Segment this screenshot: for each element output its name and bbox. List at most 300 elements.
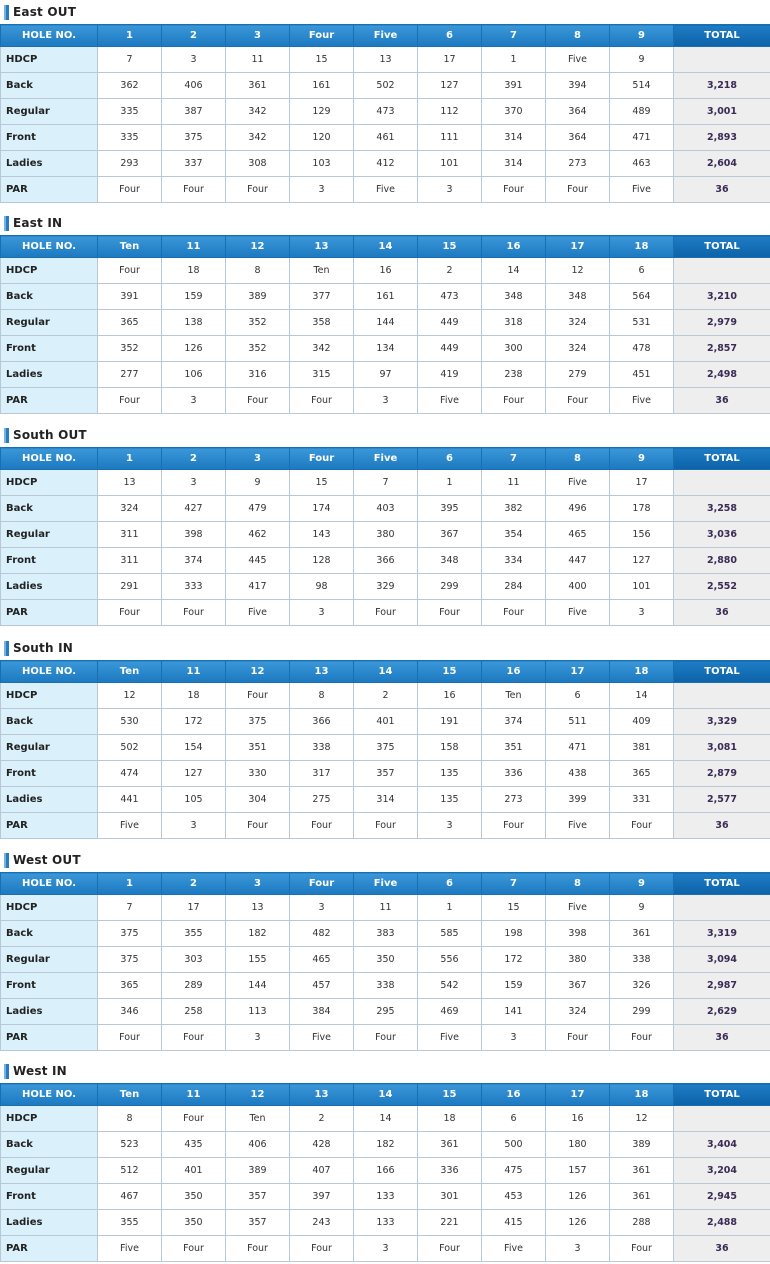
hole-value-cell: 2 xyxy=(354,683,418,709)
hole-value-cell: 465 xyxy=(546,522,610,548)
hole-number-header: 14 xyxy=(354,236,418,258)
hole-value-cell: Four xyxy=(418,1236,482,1262)
hole-value-cell: Four xyxy=(546,388,610,414)
hole-value-cell: 299 xyxy=(418,574,482,600)
hole-number-header: 9 xyxy=(610,25,674,47)
hole-value-cell: 97 xyxy=(354,362,418,388)
hole-value-cell: 438 xyxy=(546,761,610,787)
hole-number-header: 7 xyxy=(482,873,546,895)
hole-value-cell: 155 xyxy=(226,947,290,973)
hole-number-header: 7 xyxy=(482,448,546,470)
table-row xyxy=(1,735,770,761)
course-section xyxy=(0,0,770,203)
hole-value-cell: 3 xyxy=(610,600,674,626)
table-row xyxy=(1,895,770,921)
hole-value-cell: 311 xyxy=(98,548,162,574)
hole-value-cell: 364 xyxy=(546,99,610,125)
hole-value-cell: 159 xyxy=(162,284,226,310)
hole-value-cell: 238 xyxy=(482,362,546,388)
hole-value-cell: 338 xyxy=(610,947,674,973)
hole-value-cell: 172 xyxy=(162,709,226,735)
hole-value-cell: 172 xyxy=(482,947,546,973)
hole-number-header: 13 xyxy=(290,661,354,683)
row-label: PAR xyxy=(1,177,98,203)
total-cell: 2,987 xyxy=(674,973,770,999)
hole-value-cell: 523 xyxy=(98,1132,162,1158)
table-row xyxy=(1,921,770,947)
hole-value-cell: Five xyxy=(418,388,482,414)
hole-value-cell: 18 xyxy=(418,1106,482,1132)
hole-value-cell: 12 xyxy=(546,258,610,284)
hole-value-cell: 221 xyxy=(418,1210,482,1236)
course-section xyxy=(0,848,770,1051)
hole-value-cell: Five xyxy=(290,1025,354,1051)
table-row xyxy=(1,99,770,125)
row-label: PAR xyxy=(1,1236,98,1262)
hole-value-cell: 403 xyxy=(354,496,418,522)
hole-value-cell: 350 xyxy=(354,947,418,973)
total-header: TOTAL xyxy=(674,236,770,258)
hole-number-header: 17 xyxy=(546,236,610,258)
total-cell xyxy=(674,1106,770,1132)
hole-value-cell: 3 xyxy=(354,1236,418,1262)
title-bar-icon xyxy=(4,428,9,443)
hole-number-header: Five xyxy=(354,873,418,895)
hole-value-cell: Four xyxy=(610,1236,674,1262)
hole-no-header: HOLE NO. xyxy=(1,873,98,895)
hole-number-header: 8 xyxy=(546,448,610,470)
hole-value-cell: 138 xyxy=(162,310,226,336)
row-label: Ladies xyxy=(1,574,98,600)
hole-value-cell: 352 xyxy=(98,336,162,362)
hole-value-cell: 357 xyxy=(354,761,418,787)
hole-value-cell: 144 xyxy=(226,973,290,999)
row-label: PAR xyxy=(1,813,98,839)
row-label: Ladies xyxy=(1,999,98,1025)
hole-value-cell: 316 xyxy=(226,362,290,388)
hole-value-cell: 161 xyxy=(354,284,418,310)
hole-value-cell: 365 xyxy=(610,761,674,787)
hole-value-cell: 126 xyxy=(162,336,226,362)
hole-value-cell: 16 xyxy=(418,683,482,709)
hole-value-cell: 401 xyxy=(354,709,418,735)
table-row xyxy=(1,47,770,73)
table-row xyxy=(1,1236,770,1262)
section-title xyxy=(0,848,770,872)
hole-value-cell: 2 xyxy=(290,1106,354,1132)
hole-value-cell: 398 xyxy=(546,921,610,947)
hole-value-cell: 358 xyxy=(290,310,354,336)
hole-value-cell: 12 xyxy=(98,683,162,709)
row-label: Front xyxy=(1,1184,98,1210)
hole-value-cell: 361 xyxy=(610,921,674,947)
hole-value-cell: Four xyxy=(162,1025,226,1051)
hole-value-cell: 129 xyxy=(290,99,354,125)
hole-value-cell: 18 xyxy=(162,258,226,284)
hole-value-cell: 16 xyxy=(354,258,418,284)
hole-value-cell: Five xyxy=(98,1236,162,1262)
hole-number-header: 16 xyxy=(482,236,546,258)
hole-value-cell: 159 xyxy=(482,973,546,999)
hole-value-cell: 103 xyxy=(290,151,354,177)
hole-value-cell: Five xyxy=(418,1025,482,1051)
hole-value-cell: 338 xyxy=(290,735,354,761)
hole-number-header: Five xyxy=(354,448,418,470)
hole-number-header: 17 xyxy=(546,661,610,683)
hole-value-cell: 311 xyxy=(98,522,162,548)
hole-value-cell: 101 xyxy=(610,574,674,600)
hole-value-cell: 303 xyxy=(162,947,226,973)
hole-value-cell: 324 xyxy=(98,496,162,522)
header-row xyxy=(1,25,770,47)
hole-value-cell: 380 xyxy=(546,947,610,973)
hole-value-cell: 1 xyxy=(418,470,482,496)
hole-number-header: 3 xyxy=(226,873,290,895)
total-cell: 3,210 xyxy=(674,284,770,310)
hole-value-cell: Four xyxy=(354,1025,418,1051)
table-row xyxy=(1,787,770,813)
hole-value-cell: 374 xyxy=(162,548,226,574)
hole-value-cell: 3 xyxy=(162,470,226,496)
total-cell: 36 xyxy=(674,388,770,414)
hole-number-header: 12 xyxy=(226,661,290,683)
row-label: Back xyxy=(1,709,98,735)
hole-number-header: 7 xyxy=(482,25,546,47)
hole-no-header: HOLE NO. xyxy=(1,25,98,47)
hole-value-cell: 350 xyxy=(162,1210,226,1236)
hole-number-header: 16 xyxy=(482,1084,546,1106)
hole-value-cell: 380 xyxy=(354,522,418,548)
hole-value-cell: 127 xyxy=(418,73,482,99)
hole-no-header: HOLE NO. xyxy=(1,236,98,258)
total-cell: 2,552 xyxy=(674,574,770,600)
hole-value-cell: 289 xyxy=(162,973,226,999)
total-cell: 36 xyxy=(674,813,770,839)
table-row xyxy=(1,683,770,709)
section-title xyxy=(0,636,770,660)
hole-value-cell: 8 xyxy=(98,1106,162,1132)
hole-value-cell: Five xyxy=(482,1236,546,1262)
hole-number-header: 2 xyxy=(162,448,226,470)
row-label: Ladies xyxy=(1,1210,98,1236)
hole-value-cell: 304 xyxy=(226,787,290,813)
hole-number-header: 1 xyxy=(98,873,162,895)
hole-value-cell: Five xyxy=(546,600,610,626)
hole-value-cell: 351 xyxy=(226,735,290,761)
hole-number-header: 15 xyxy=(418,1084,482,1106)
hole-number-header: 8 xyxy=(546,25,610,47)
hole-value-cell: Five xyxy=(546,470,610,496)
total-cell: 3,218 xyxy=(674,73,770,99)
hole-value-cell: 512 xyxy=(98,1158,162,1184)
row-label: Back xyxy=(1,921,98,947)
hole-value-cell: Four xyxy=(546,177,610,203)
row-label: Front xyxy=(1,761,98,787)
hole-value-cell: 338 xyxy=(354,973,418,999)
table-row xyxy=(1,310,770,336)
hole-value-cell: 198 xyxy=(482,921,546,947)
hole-value-cell: 355 xyxy=(98,1210,162,1236)
hole-value-cell: 394 xyxy=(546,73,610,99)
hole-value-cell: 473 xyxy=(418,284,482,310)
row-label: Front xyxy=(1,125,98,151)
hole-value-cell: 126 xyxy=(546,1210,610,1236)
hole-value-cell: 8 xyxy=(226,258,290,284)
hole-value-cell: 342 xyxy=(290,336,354,362)
hole-value-cell: 166 xyxy=(354,1158,418,1184)
total-cell: 36 xyxy=(674,1025,770,1051)
hole-value-cell: 415 xyxy=(482,1210,546,1236)
hole-number-header: 8 xyxy=(546,873,610,895)
total-cell: 2,604 xyxy=(674,151,770,177)
hole-value-cell: 348 xyxy=(418,548,482,574)
hole-value-cell: 126 xyxy=(546,1184,610,1210)
hole-number-header: 14 xyxy=(354,661,418,683)
hole-value-cell: 449 xyxy=(418,310,482,336)
hole-value-cell: 9 xyxy=(610,895,674,921)
row-label: HDCP xyxy=(1,47,98,73)
total-header: TOTAL xyxy=(674,661,770,683)
hole-value-cell: Five xyxy=(98,813,162,839)
hole-value-cell: 370 xyxy=(482,99,546,125)
hole-value-cell: 314 xyxy=(482,125,546,151)
hole-value-cell: Four xyxy=(98,1025,162,1051)
section-title xyxy=(0,1059,770,1083)
hole-value-cell: Four xyxy=(610,1025,674,1051)
hole-value-cell: 384 xyxy=(290,999,354,1025)
hole-value-cell: 357 xyxy=(226,1184,290,1210)
row-label: HDCP xyxy=(1,683,98,709)
hole-value-cell: 496 xyxy=(546,496,610,522)
hole-number-header: 2 xyxy=(162,25,226,47)
hole-value-cell: 350 xyxy=(162,1184,226,1210)
hole-value-cell: Five xyxy=(226,600,290,626)
table-row xyxy=(1,1158,770,1184)
hole-value-cell: 15 xyxy=(482,895,546,921)
hole-value-cell: Four xyxy=(226,683,290,709)
hole-value-cell: 463 xyxy=(610,151,674,177)
hole-number-header: 17 xyxy=(546,1084,610,1106)
hole-value-cell: 127 xyxy=(610,548,674,574)
total-header: TOTAL xyxy=(674,873,770,895)
hole-value-cell: 451 xyxy=(610,362,674,388)
hole-value-cell: Five xyxy=(546,813,610,839)
row-label: HDCP xyxy=(1,258,98,284)
hole-number-header: 2 xyxy=(162,873,226,895)
hole-value-cell: Four xyxy=(290,813,354,839)
section-title-text: West IN xyxy=(13,1064,67,1078)
hole-value-cell: Four xyxy=(354,600,418,626)
hole-value-cell: 474 xyxy=(98,761,162,787)
hole-value-cell: 279 xyxy=(546,362,610,388)
section-title xyxy=(0,423,770,447)
total-cell: 2,857 xyxy=(674,336,770,362)
hole-value-cell: 2 xyxy=(418,258,482,284)
hole-value-cell: 13 xyxy=(98,470,162,496)
hole-value-cell: 284 xyxy=(482,574,546,600)
hole-value-cell: 375 xyxy=(98,921,162,947)
row-label: Regular xyxy=(1,1158,98,1184)
hole-value-cell: 467 xyxy=(98,1184,162,1210)
hole-value-cell: Four xyxy=(226,388,290,414)
hole-value-cell: Ten xyxy=(226,1106,290,1132)
hole-value-cell: 182 xyxy=(354,1132,418,1158)
hole-value-cell: 14 xyxy=(482,258,546,284)
course-section xyxy=(0,211,770,414)
hole-value-cell: 275 xyxy=(290,787,354,813)
hole-value-cell: 351 xyxy=(482,735,546,761)
hole-value-cell: 365 xyxy=(98,310,162,336)
hole-value-cell: 502 xyxy=(354,73,418,99)
hole-value-cell: 374 xyxy=(482,709,546,735)
hole-value-cell: 462 xyxy=(226,522,290,548)
hole-value-cell: 3 xyxy=(226,1025,290,1051)
hole-value-cell: 330 xyxy=(226,761,290,787)
hole-value-cell: 315 xyxy=(290,362,354,388)
section-title xyxy=(0,0,770,24)
total-cell: 2,945 xyxy=(674,1184,770,1210)
hole-number-header: 11 xyxy=(162,661,226,683)
hole-number-header: 11 xyxy=(162,1084,226,1106)
hole-value-cell: Four xyxy=(354,813,418,839)
row-label: HDCP xyxy=(1,470,98,496)
table-row xyxy=(1,973,770,999)
hole-value-cell: 8 xyxy=(290,683,354,709)
hole-value-cell: 365 xyxy=(98,973,162,999)
hole-value-cell: Five xyxy=(354,177,418,203)
table-row xyxy=(1,336,770,362)
hole-value-cell: Four xyxy=(610,813,674,839)
hole-value-cell: 6 xyxy=(610,258,674,284)
course-section xyxy=(0,1059,770,1262)
header-row xyxy=(1,873,770,895)
hole-value-cell: 17 xyxy=(418,47,482,73)
hole-value-cell: 174 xyxy=(290,496,354,522)
hole-value-cell: 7 xyxy=(98,895,162,921)
hole-value-cell: 352 xyxy=(226,336,290,362)
hole-value-cell: 471 xyxy=(610,125,674,151)
hole-value-cell: 111 xyxy=(418,125,482,151)
table-row xyxy=(1,1025,770,1051)
total-header: TOTAL xyxy=(674,448,770,470)
total-cell: 3,329 xyxy=(674,709,770,735)
hole-number-header: Ten xyxy=(98,1084,162,1106)
hole-value-cell: 377 xyxy=(290,284,354,310)
hole-value-cell: 15 xyxy=(290,47,354,73)
total-cell xyxy=(674,47,770,73)
total-cell: 2,979 xyxy=(674,310,770,336)
title-bar-icon xyxy=(4,1064,9,1079)
hole-value-cell: 154 xyxy=(162,735,226,761)
title-bar-icon xyxy=(4,853,9,868)
hole-value-cell: 419 xyxy=(418,362,482,388)
hole-value-cell: Four xyxy=(482,600,546,626)
row-label: HDCP xyxy=(1,895,98,921)
hole-value-cell: 3 xyxy=(162,47,226,73)
hole-value-cell: 428 xyxy=(290,1132,354,1158)
total-cell: 36 xyxy=(674,177,770,203)
hole-value-cell: 348 xyxy=(546,284,610,310)
hole-number-header: Ten xyxy=(98,661,162,683)
hole-value-cell: Five xyxy=(610,177,674,203)
hole-value-cell: Four xyxy=(482,177,546,203)
hole-number-header: 9 xyxy=(610,448,674,470)
hole-value-cell: 335 xyxy=(98,125,162,151)
hole-value-cell: 317 xyxy=(290,761,354,787)
hole-number-header: 11 xyxy=(162,236,226,258)
hole-value-cell: 3 xyxy=(546,1236,610,1262)
hole-value-cell: 445 xyxy=(226,548,290,574)
scorecard-table xyxy=(0,660,770,839)
hole-no-header: HOLE NO. xyxy=(1,661,98,683)
header-row xyxy=(1,661,770,683)
hole-value-cell: 135 xyxy=(418,787,482,813)
section-title-text: East OUT xyxy=(13,5,77,19)
hole-value-cell: 6 xyxy=(482,1106,546,1132)
hole-value-cell: Four xyxy=(226,1236,290,1262)
row-label: PAR xyxy=(1,1025,98,1051)
hole-value-cell: 14 xyxy=(354,1106,418,1132)
hole-value-cell: Four xyxy=(226,177,290,203)
table-row xyxy=(1,947,770,973)
hole-value-cell: 158 xyxy=(418,735,482,761)
hole-value-cell: 406 xyxy=(226,1132,290,1158)
total-cell: 2,629 xyxy=(674,999,770,1025)
hole-value-cell: 400 xyxy=(546,574,610,600)
hole-value-cell: 3 xyxy=(290,895,354,921)
title-bar-icon xyxy=(4,216,9,231)
hole-value-cell: 398 xyxy=(162,522,226,548)
hole-value-cell: 457 xyxy=(290,973,354,999)
hole-value-cell: 258 xyxy=(162,999,226,1025)
hole-value-cell: 389 xyxy=(610,1132,674,1158)
hole-value-cell: 357 xyxy=(226,1210,290,1236)
hole-value-cell: 337 xyxy=(162,151,226,177)
hole-value-cell: 113 xyxy=(226,999,290,1025)
hole-value-cell: 326 xyxy=(610,973,674,999)
hole-value-cell: 3 xyxy=(162,813,226,839)
hole-value-cell: 329 xyxy=(354,574,418,600)
hole-value-cell: Four xyxy=(162,177,226,203)
total-cell: 2,577 xyxy=(674,787,770,813)
table-row xyxy=(1,999,770,1025)
hole-value-cell: 383 xyxy=(354,921,418,947)
hole-value-cell: 3 xyxy=(290,177,354,203)
hole-value-cell: Four xyxy=(98,177,162,203)
total-cell xyxy=(674,895,770,921)
scorecard-table xyxy=(0,447,770,626)
hole-number-header: 1 xyxy=(98,448,162,470)
hole-value-cell: 11 xyxy=(226,47,290,73)
hole-value-cell: 9 xyxy=(610,47,674,73)
section-title-text: West OUT xyxy=(13,853,81,867)
hole-value-cell: 395 xyxy=(418,496,482,522)
hole-value-cell: 101 xyxy=(418,151,482,177)
table-row xyxy=(1,813,770,839)
hole-value-cell: 366 xyxy=(354,548,418,574)
hole-value-cell: 511 xyxy=(546,709,610,735)
hole-value-cell: 293 xyxy=(98,151,162,177)
row-label: Back xyxy=(1,496,98,522)
hole-value-cell: 342 xyxy=(226,99,290,125)
table-row xyxy=(1,470,770,496)
hole-number-header: Ten xyxy=(98,236,162,258)
hole-value-cell: 11 xyxy=(354,895,418,921)
hole-number-header: 1 xyxy=(98,25,162,47)
hole-value-cell: 397 xyxy=(290,1184,354,1210)
total-cell: 3,001 xyxy=(674,99,770,125)
hole-value-cell: 12 xyxy=(610,1106,674,1132)
